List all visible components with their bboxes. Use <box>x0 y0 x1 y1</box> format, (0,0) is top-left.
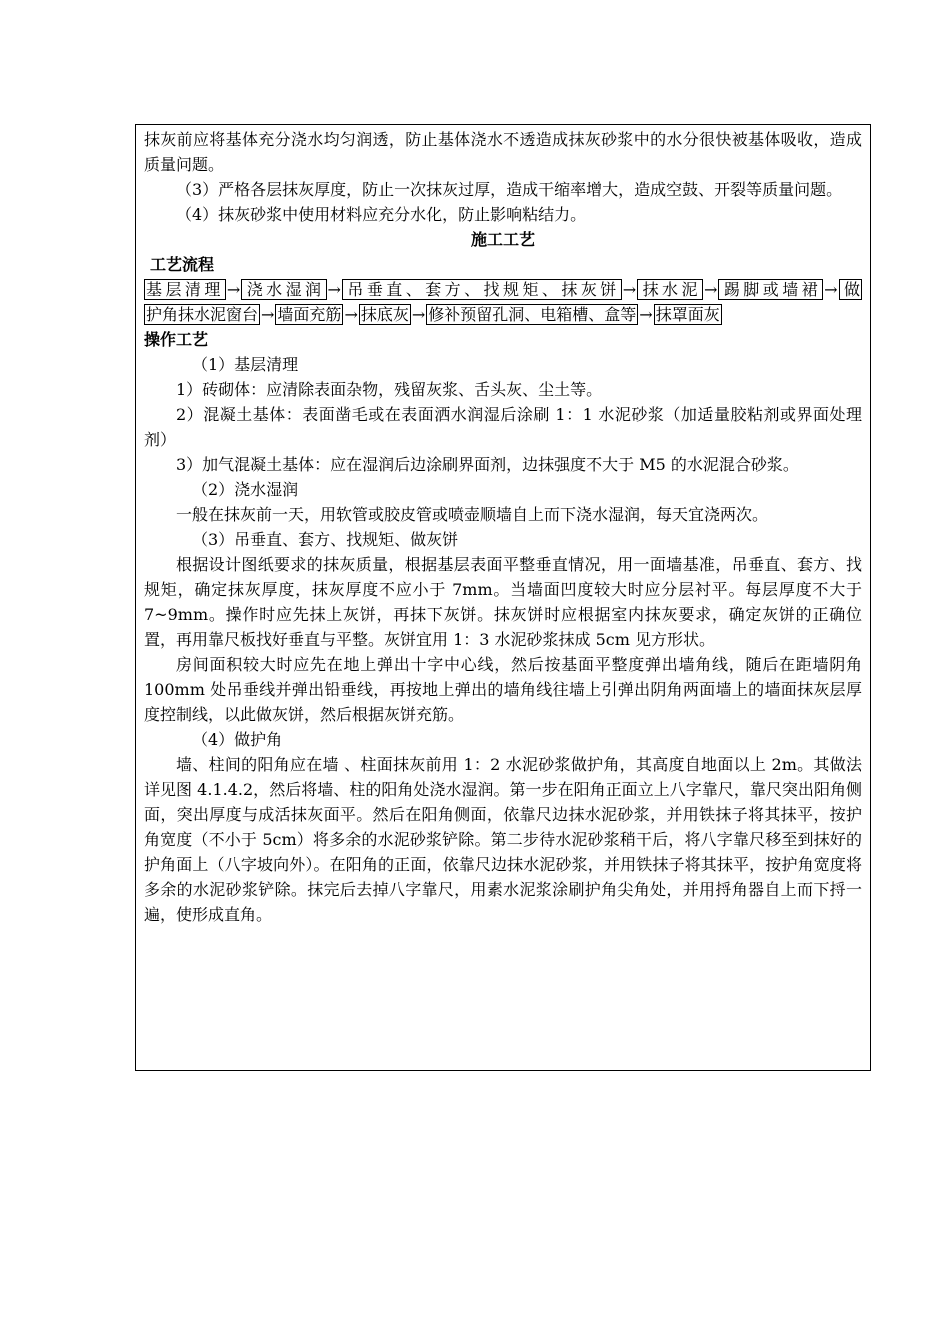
ops-paragraph: 一般在抹灰前一天，用软管或胶皮管或喷壶顺墙自上而下浇水湿润，每天宜浇两次。 <box>176 505 769 524</box>
ops-subheading: （4）做护角 <box>192 730 283 749</box>
flow-step: 修补预留孔洞、电箱槽、盒等 <box>428 305 637 324</box>
process-flow-line-1 <box>144 277 862 302</box>
flow-step: 做 <box>840 280 860 299</box>
document-body <box>144 127 862 927</box>
paragraph-top-1: 抹灰前应将基体充分浇水均匀润透，防止基体浇水不透造成抹灰砂浆中的水分很快被基体吸收，造成质量问题。 <box>144 130 862 174</box>
flow-arrow: → <box>261 305 275 324</box>
ops-subheading: （1）基层清理 <box>192 355 299 374</box>
flow-step: 浇水湿润 <box>243 280 325 299</box>
ops-paragraph: 2）混凝土基体：表面凿毛或在表面洒水润湿后涂刷 1：1 水泥砂浆（加适量胶粘剂或界面处理剂） <box>144 405 862 449</box>
flow-step: 墙面充筋 <box>277 305 342 324</box>
process-flow-line-2 <box>144 302 862 327</box>
flow-arrow: → <box>327 280 341 299</box>
ops-paragraph: 1）砖砌体：应清除表面杂物，残留灰浆、舌头灰、尘土等。 <box>176 380 603 399</box>
ops-paragraph: 3）加气混凝土基体：应在湿润后边涂刷界面剂，边抹强度不大于 M5 的水泥混合砂浆。 <box>176 455 799 474</box>
flow-arrow: → <box>344 305 358 324</box>
flow-step: 吊垂直、套方、找规矩、抹灰饼 <box>343 280 620 299</box>
ops-paragraph: 房间面积较大时应先在地上弹出十字中心线，然后按基面平整度弹出墙角线，随后在距墙阴角 100mm 处吊垂线并弹出铅垂线，再按地上弹出的墙角线往墙上引弹出阴角两面墙上的墙面抹灰层厚度控制线，以此做灰饼，然后根据灰饼充筋。 <box>144 655 862 724</box>
flow-step: 护角抹水泥窗台 <box>146 305 259 324</box>
flow-heading: 工艺流程 <box>150 255 215 274</box>
paragraph-top-3: （4）抹灰砂浆中使用材料应充分水化，防止影响粘结力。 <box>176 205 587 224</box>
flow-arrow: → <box>226 280 241 299</box>
flow-arrow: → <box>622 280 637 299</box>
flow-arrow: → <box>411 305 426 324</box>
flow-arrow: → <box>703 280 718 299</box>
flow-step: 抹罩面灰 <box>655 305 720 324</box>
ops-subheading: （2）浇水湿润 <box>192 480 299 499</box>
ops-paragraph: 墙、柱间的阳角应在墙 、柱面抹灰前用 1：2 水泥砂浆做护角，其高度自地面以上 2m。其做法详见图 4.1.4.2，然后将墙、柱的阳角处浇水湿润。第一步在阳角正面立上八字靠尺，靠尺突出阳角侧面，突出厚度与成活抹灰面平。然后在阳角侧面，依靠尺边抹水泥砂浆，并用铁抹子将其抹平，按护角宽度（不小于 5cm）将多余的水泥砂浆铲除。第二步待水泥砂浆稍干后，将八字靠尺移至到抹好的护角面上（八字坡向外）。在阳角的正面，依靠尺边抹水泥砂浆，并用铁抹子将其抹平，按护角宽度将多余的水泥砂浆铲除。抹完后去掉八字靠尺，用素水泥浆涂刷护角尖角处，并用捋角器自上而下捋一遍，使形成直角。 <box>144 755 862 924</box>
section-title: 施工工艺 <box>470 230 535 249</box>
ops-paragraph: 根据设计图纸要求的抹灰质量，根据基层表面平整垂直情况，用一面墙基准，吊垂直、套方、找规矩，确定抹灰厚度，抹灰厚度不应小于 7mm。当墙面凹度较大时应分层衬平。每层厚度不大于 7~9mm。操作时应先抹上灰饼，再抹下灰饼。抹灰饼时应根据室内抹灰要求，确定灰饼的正确位置，再用靠尺板找好垂直与平整。灰饼宜用 1：3 水泥砂浆抹成 5cm 见方形状。 <box>144 555 862 649</box>
ops-subheading: （3）吊垂直、套方、找规矩、做灰饼 <box>192 530 459 549</box>
process-flow <box>144 277 862 327</box>
flow-step: 踢脚或墙裙 <box>720 280 822 299</box>
paragraph-top-2: （3）严格各层抹灰厚度，防止一次抹灰过厚，造成干缩率增大，造成空鼓、开裂等质量问题。 <box>176 180 843 199</box>
flow-step: 抹水泥 <box>639 280 701 299</box>
flow-step: 抹底灰 <box>360 305 409 324</box>
flow-arrow: → <box>824 280 838 299</box>
flow-step: 基层清理 <box>146 280 224 299</box>
ops-heading: 操作工艺 <box>144 330 209 349</box>
flow-arrow: → <box>639 305 653 324</box>
content-frame <box>135 124 871 1071</box>
